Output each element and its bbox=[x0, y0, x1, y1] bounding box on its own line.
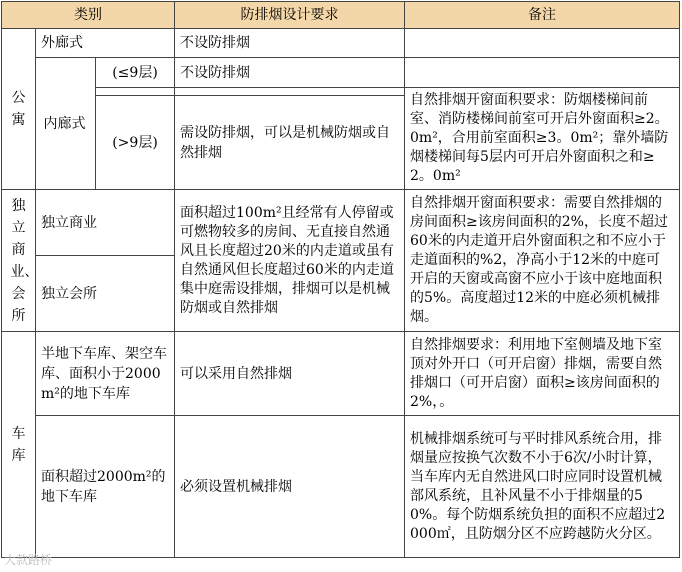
header-requirement: 防排烟设计要求 bbox=[175, 2, 405, 29]
table-row bbox=[2, 88, 680, 96]
watermark: 大款路桥 bbox=[4, 553, 53, 567]
floors-le-9: (≤9层) bbox=[96, 58, 175, 88]
requirement-cell: 可以采用自然排烟 bbox=[175, 332, 405, 416]
garage-large: 面积超过2000m²的地下车库 bbox=[36, 416, 175, 558]
apartment-inner-corridor: 内廊式 bbox=[36, 58, 96, 190]
remark-cell: 机械排烟系统可与平时排风系统合用，排烟量应按换气次数不小于6次/小时计算，当车库内无自然进风口时应同时设置机械部风系统，且补风量不小于排烟量的50%。每个防烟系统负担的面积不应超过2000㎡，且防烟分区不应跨越防火分区。 bbox=[405, 416, 680, 558]
remark-cell: 自然排烟开窗面积要求：防烟楼梯间前室、消防楼梯间前室可开启外窗面积≥2。0m²，合用前室面积≥3。0m²；靠外墙防烟楼梯间每5层内可开启外窗面积之和≥2。0m² bbox=[405, 88, 680, 190]
group-apartment-label: 公寓 bbox=[2, 29, 36, 190]
group-garage-label: 车库 bbox=[2, 332, 36, 558]
requirement-cell: 不设防排烟 bbox=[175, 29, 405, 58]
apartment-outer-corridor: 外廊式 bbox=[36, 29, 175, 58]
requirement-cell: 必须设置机械排烟 bbox=[175, 416, 405, 558]
table-row bbox=[2, 58, 680, 88]
empty-cell bbox=[96, 88, 175, 96]
fire-smoke-design-table bbox=[1, 1, 680, 558]
remark-cell bbox=[405, 29, 680, 58]
header-row bbox=[2, 2, 680, 29]
independent-commercial: 独立商业 bbox=[36, 190, 175, 256]
table-row bbox=[2, 29, 680, 58]
garage-small: 半地下车库、架空车库、面积小于2000m²的地下车库 bbox=[36, 332, 175, 416]
group-commercial-label: 独立商业、会所 bbox=[2, 190, 36, 332]
requirement-cell: 需设防排烟，可以是机械防烟或自然排烟 bbox=[175, 96, 405, 190]
header-remark: 备注 bbox=[405, 2, 680, 29]
header-category: 类别 bbox=[2, 2, 175, 29]
remark-cell: 自然排烟开窗面积要求：需要自然排烟的房间面积≥该房间面积的2%，长度不超过60米的内走道开启外窗面积之和不应小于走道面积的%2，净高小于12米的中庭可开启的天窗或高窗不应小于该中庭地面积的5%。高度超过12米的中庭必须机械排烟。 bbox=[405, 190, 680, 332]
remark-cell: 自然排烟要求：利用地下室侧墙及地下室顶对外开口（可开启窗）排烟，需要自然排烟口（可开启窗）面积≥该房间面积的2%，。 bbox=[405, 332, 680, 416]
table-row bbox=[2, 332, 680, 416]
floors-gt-9: (>9层) bbox=[96, 96, 175, 190]
independent-clubhouse: 独立会所 bbox=[36, 256, 175, 332]
empty-cell bbox=[175, 88, 405, 96]
requirement-cell: 面积超过100m²且经常有人停留或可燃物较多的房间、无直接自然通风且长度超过20米的内走道或虽有自然通风但长度超过60米的内走道集中庭需设排烟，排烟可以是机械防烟或自然排烟 bbox=[175, 190, 405, 332]
table-row bbox=[2, 190, 680, 256]
requirement-cell: 不设防排烟 bbox=[175, 58, 405, 88]
table-row bbox=[2, 416, 680, 558]
remark-cell bbox=[405, 58, 680, 88]
